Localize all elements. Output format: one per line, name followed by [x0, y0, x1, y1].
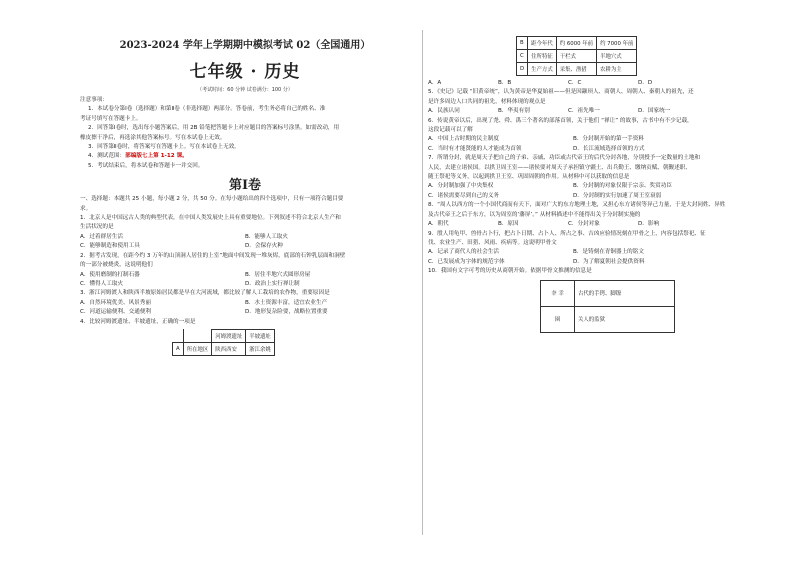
- table-row: [517, 50, 637, 63]
- notes-block: [80, 96, 410, 171]
- table-cell: 住所特征: [528, 50, 557, 63]
- table-row: [517, 63, 637, 76]
- question-stem: 生活状况的是: [80, 224, 114, 231]
- option-a: A．民族认同: [428, 108, 460, 115]
- section-instructions: 求。: [80, 205, 92, 212]
- table-cell-glyph: 㚔 幸: [541, 280, 575, 306]
- question-6: [428, 117, 728, 155]
- option-c: C．能够制造和使用工具: [80, 243, 140, 250]
- note-scope-highlight: 部编版七上第 1-12 课。: [125, 153, 188, 160]
- table-cell-glyph: 圉: [541, 306, 575, 332]
- option-b: B．能够人工取火: [245, 233, 288, 240]
- option-c: C．当时有才能贤能的人才能成为首领: [428, 145, 522, 152]
- note-line: 3．回答第Ⅱ卷时，将答案写在答题卡上。写在本试卷上无效。: [88, 144, 240, 151]
- table-cell: 所在地区: [183, 342, 212, 355]
- table-cell: 采集、渔猎: [556, 63, 596, 76]
- option-d: D．国家统一: [638, 108, 671, 115]
- question-2: [80, 252, 410, 290]
- question-9: [428, 230, 728, 268]
- question-stem: 4．比较河姆渡遗址、半坡遗址，正确的一项是: [80, 318, 196, 325]
- option-a: A．朝代: [428, 221, 449, 228]
- table-cell: 关人的监狱: [575, 306, 675, 332]
- option-b: B．原因: [498, 221, 519, 228]
- table-header-row: [173, 329, 275, 342]
- table-cell: 农耕为主: [597, 63, 637, 76]
- notes-heading: 注意事项：: [80, 97, 108, 103]
- note-line: 1．本试卷分第Ⅰ卷（选择题）和第Ⅱ卷（非选择题）两部分。答卷前，考生务必将自己的姓名、准: [88, 106, 326, 113]
- question-stem: 随王祭祀等义务，以起到拱卫王室、巩固周朝的作用。从材料中可以获取的信息是: [428, 174, 630, 181]
- column-divider: [422, 30, 423, 535]
- option-b: B．分封制的对象仅限于宗亲、奖赏功臣: [573, 183, 672, 190]
- table-cell: 陕西西安: [212, 342, 246, 355]
- question-stem: 及古代帝王之后于东方，以为周室的‘藩屏’。” 从材料描述中不能得出关于分封制实施的: [428, 211, 641, 218]
- table-cell: 距今年代: [528, 37, 557, 50]
- option-b: B．分封制开始的第一手资料: [573, 136, 644, 143]
- question-stem: 这段记载可以了解: [428, 127, 473, 134]
- table-cell: A: [173, 342, 184, 355]
- table-cell: 生产方式: [528, 63, 557, 76]
- table-cell: 古代的手铐、脚镣: [575, 280, 675, 306]
- option-d: D．为了解夏朝社会提供资料: [573, 258, 645, 265]
- option-a: A．A: [428, 80, 442, 86]
- option-c: C．懂得人工取火: [80, 280, 124, 287]
- option-a: A．使用磨制的打制石器: [80, 271, 140, 278]
- q4-table-part1: [172, 329, 275, 356]
- option-b: B．B: [498, 80, 512, 86]
- left-column: [80, 36, 410, 356]
- q10-table: [540, 280, 675, 333]
- table-row: [541, 280, 675, 306]
- note-line: 考证号填写在答题卡上。: [80, 115, 142, 122]
- exam-info: （考试时间：60 分钟 试卷满分：100 分）: [197, 87, 293, 93]
- option-a: A．中国上古时期的民主制度: [428, 136, 499, 143]
- question-stem: 是许多周边人口共同的祖先，材料体现的观点是: [428, 98, 546, 105]
- option-d: D．政治上实行禅让制: [245, 280, 300, 287]
- question-5: [428, 88, 728, 116]
- section-title: 第Ⅰ卷: [228, 178, 262, 194]
- question-stem: 8．“周人以西方的一个小国代商而有天下，面对广大的东方地理土地，又担心东方诸侯等异己力量，于是大封同姓、异姓: [428, 202, 726, 209]
- question-1: [80, 214, 410, 252]
- option-d: D．会保存火种: [245, 243, 283, 250]
- table-row: [173, 342, 275, 355]
- option-b: B．华夷有别: [498, 108, 530, 115]
- table-cell: C: [517, 50, 528, 63]
- exam-title: 2023-2024 学年上学期期中模拟考试 02（全国通用）: [119, 40, 371, 51]
- option-b: B．是铸刻在青铜器上的铭文: [573, 249, 644, 256]
- question-stem: 伐、农业生产、田猎、风雨、疾病等。这说明甲骨文: [428, 239, 557, 246]
- table-header-cell: 半坡遗址: [246, 329, 275, 342]
- question-4: [80, 318, 410, 356]
- option-d: D．地形复杂险要，战略位置重要: [245, 309, 328, 316]
- option-b: B．居住半地穴式圆形房屋: [245, 271, 311, 278]
- table-cell: B: [517, 37, 528, 50]
- note-line: 5．考试结束后，将本试卷和答题卡一并交回。: [88, 162, 204, 169]
- table-cell: [173, 329, 184, 342]
- table-cell: 半地穴式: [597, 50, 637, 63]
- table-cell: 浙江余姚: [246, 342, 275, 355]
- option-a: A．记录了商代人的社会生活: [428, 249, 499, 256]
- section-instructions: 一、选择题：本题共 25 小题，每小题 2 分，共 50 分。在每小题给出的四个选项中，只有一项符合题目要: [80, 196, 344, 203]
- question-10: [428, 267, 728, 332]
- note-line: 2．回答第Ⅰ卷时，选出每小题答案后，用 2B 铅笔把答题卡上对应题目的答案标号涂黑。如需改动，用: [88, 125, 340, 132]
- option-d: D．D: [638, 80, 653, 86]
- option-c: C．诸侯需要尽到自己的义务: [428, 192, 500, 199]
- question-stem: 7．所谓分封，就是周天子把自己的子弟、亲戚、功臣或古代帝王的后代分封各地，分别授予一定数量的土地和: [428, 155, 701, 162]
- q4-answers: [428, 79, 728, 88]
- question-stem: 人民，去建立诸侯国。以拱卫周王室——诸侯要对周天子承担镇守疆土、出兵勤王、缴纳贡赋、朝觐述职、: [428, 164, 691, 171]
- question-stem: 2．据考古发现，在距今约 3 万年的山顶洞人居住的上室”地面中间发现一堆灰烬，底部的石钟乳层面和洞壁: [80, 252, 346, 259]
- question-stem: 9．殷人用龟甲、兽骨占卜行，把占卜日期、占卜人、所占之事、吉凶应验情况刻在甲骨之上，内容包括祭祀、征: [428, 230, 706, 237]
- table-row: [541, 306, 675, 332]
- option-c: C．河道运输便利、交通便利: [80, 309, 152, 316]
- option-d: D．分封制的实行加速了周王室衰弱: [573, 192, 662, 199]
- question-7: [428, 154, 728, 201]
- question-stem: 5．《史记》记载 “旧黄帝统”，认为黄帝是华夏始祖——但是因颛顼人、商朝人、周朝人、秦朝人的祖先，还: [428, 89, 694, 96]
- exam-subject: 七年级 · 历史: [189, 62, 301, 82]
- option-c: C．已发展成为字体的规范字体: [428, 258, 505, 265]
- table-cell: 约 7000 年前: [597, 37, 637, 50]
- option-c: C．C: [568, 80, 582, 86]
- question-8: [428, 201, 728, 229]
- question-stem: 3．浙江河姆渡人和陕西半坡原始居民都是早在大河流域，都比较了解人工栽培的农作物，重要原因是: [80, 290, 330, 297]
- option-a: A．过着群居生活: [80, 233, 123, 240]
- question-3: [80, 289, 410, 317]
- note-line: 橡皮擦干净后，再选涂其他答案标号。写在本试卷上无效。: [80, 134, 226, 141]
- question-stem: 10．我国有文字可考的历史从商朝开始。依据甲骨文推测的信息是: [428, 268, 592, 275]
- note-scope-label: 4．测试范围：: [88, 153, 126, 160]
- table-cell: 约 6000 年前: [556, 37, 596, 50]
- question-stem: 1．北京人是中国远古人类的典型代表，在中国人类发展史上具有重要地位。下列叙述不符合北京人生产和: [80, 215, 341, 222]
- option-d: D．长江流域选择首领的方式: [573, 145, 645, 152]
- option-b: B．水土资源丰富，适宜农业生产: [245, 299, 328, 306]
- option-a: A．分封制加强了中央集权: [428, 183, 494, 190]
- note-line: [80, 152, 410, 161]
- table-header-cell: 河姆渡遗址: [212, 329, 246, 342]
- option-c: C．分封对象: [568, 221, 600, 228]
- right-column: [428, 36, 728, 333]
- option-d: D．影响: [638, 221, 660, 228]
- option-a: A．自然环境优美、风景秀丽: [80, 299, 151, 306]
- table-cell: D: [517, 63, 528, 76]
- option-c: C．祖先唯一: [568, 108, 600, 115]
- table-cell: 干栏式: [556, 50, 596, 63]
- table-cell: [183, 329, 212, 342]
- q4-table-part2: [516, 36, 637, 76]
- question-stem: 的一部分被烧炎，这说明他们: [80, 262, 153, 269]
- table-row: [517, 37, 637, 50]
- question-stem: 6．传说黄帝以后，出现了尧、舜、禹三个著名的部落首领，关于他们 “禅让” 的故事，古书中有不少记载，: [428, 117, 693, 124]
